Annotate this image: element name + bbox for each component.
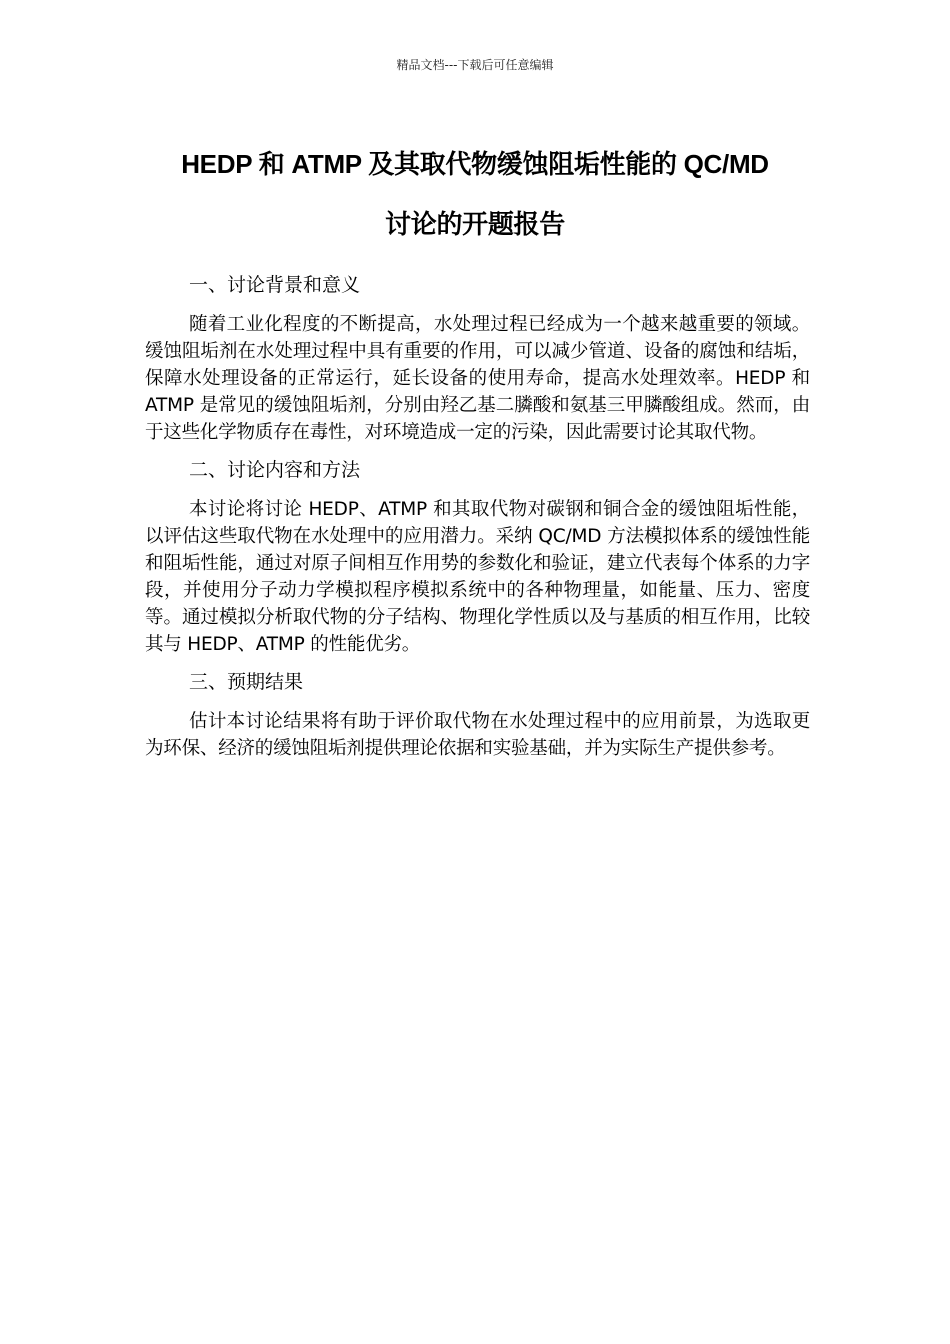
section-heading: 二、讨论内容和方法 xyxy=(189,459,361,481)
page-title xyxy=(120,134,830,254)
section-content-methods xyxy=(145,457,810,658)
section-heading: 一、讨论背景和意义 xyxy=(189,274,361,296)
section-background xyxy=(145,272,810,446)
section-paragraph: 估计本讨论结果将有助于评价取代物在水处理过程中的应用前景，为选取更为环保、经济的缓蚀阻垢剂提供理论依据和实验基础，并为实际生产提供参考。 xyxy=(145,711,810,759)
document-body xyxy=(145,272,810,773)
title-line-1: HEDP 和 ATMP 及其取代物缓蚀阻垢性能的 QC/MD xyxy=(181,149,769,179)
section-paragraph: 随着工业化程度的不断提高，水处理过程已经成为一个越来越重要的领域。缓蚀阻垢剂在水处理过程中具有重要的作用，可以减少管道、设备的腐蚀和结垢，保障水处理设备的正常运行，延长设备的使用寿命，提高水处理效率。HEDP 和 ATMP 是常见的缓蚀阻垢剂，分别由羟乙基二膦酸和氨基三甲膦酸组成。然而，由于这些化学物质存在毒性，对环境造成一定的污染，因此需要讨论其取代物。 xyxy=(145,314,810,443)
section-paragraph: 本讨论将讨论 HEDP、ATMP 和其取代物对碳钢和铜合金的缓蚀阻垢性能，以评估这些取代物在水处理中的应用潜力。采纳 QC/MD 方法模拟体系的缓蚀性能和阻垢性能，通过对原子间相互作用势的参数化和验证，建立代表每个体系的力字段，并使用分子动力学模拟程序模拟系统中的各种物理量，如能量、压力、密度等。通过模拟分析取代物的分子结构、物理化学性质以及与基质的相互作用，比较其与 HEDP、ATMP 的性能优劣。 xyxy=(145,499,810,655)
section-expected-results xyxy=(145,669,810,762)
header-note: 精品文档---下载后可任意编辑 xyxy=(396,58,554,72)
section-heading: 三、预期结果 xyxy=(189,671,304,693)
title-line-2: 讨论的开题报告 xyxy=(385,209,565,239)
